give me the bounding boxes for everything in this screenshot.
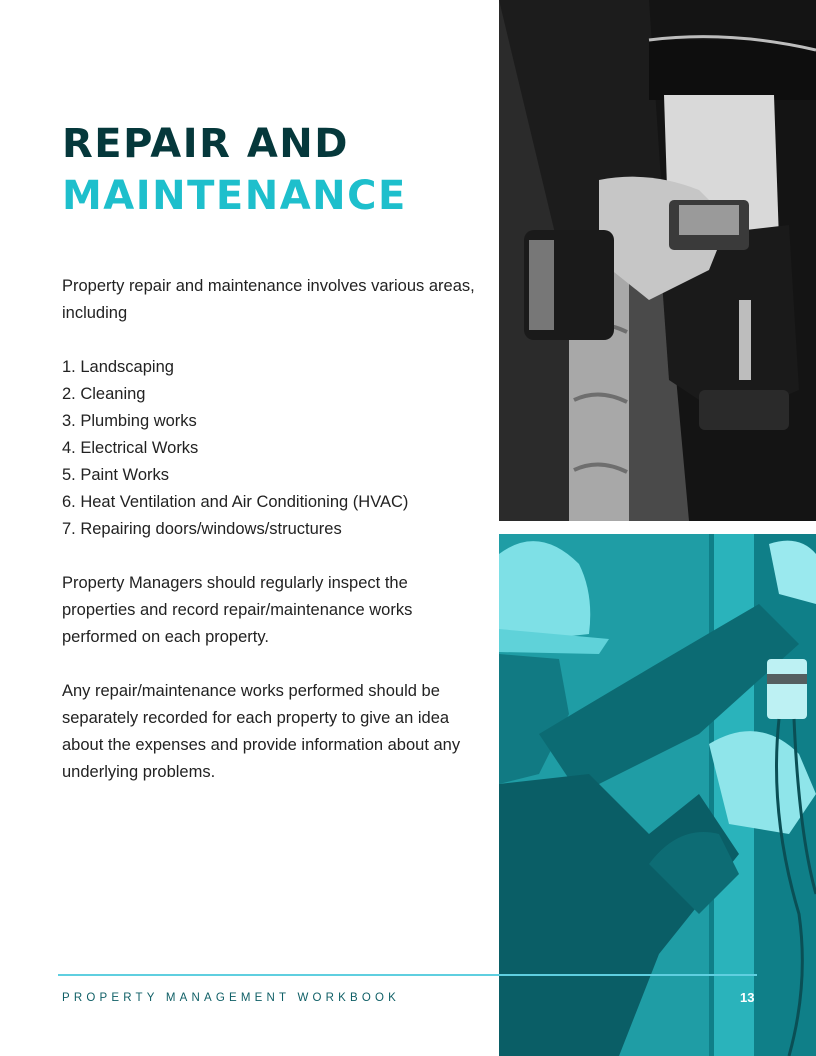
list-item: 2. Cleaning [62, 385, 146, 403]
list-item: 1. Landscaping [62, 358, 174, 376]
tool-belt-photo [499, 0, 816, 521]
list-item: 7. Repairing doors/windows/structures [62, 520, 342, 538]
footer-label: PROPERTY MANAGEMENT WORKBOOK [62, 992, 401, 1004]
list-item: 4. Electrical Works [62, 439, 199, 457]
maintenance-areas-list [62, 354, 482, 543]
body-text [62, 273, 482, 813]
electrician-photo [499, 534, 816, 1056]
page-number: 13 [740, 990, 755, 1005]
list-item: 3. Plumbing works [62, 412, 197, 430]
title-line-1: REPAIR AND [62, 121, 349, 167]
title-line-2: MAINTENANCE [62, 173, 407, 219]
list-item: 5. Paint Works [62, 466, 169, 484]
list-item: 6. Heat Ventilation and Air Conditioning (HVAC) [62, 493, 409, 511]
page-title [62, 118, 407, 222]
recording-paragraph: Any repair/maintenance works performed should be separately recorded for each property to give an idea about the expenses and provide information about any underlying problems. [62, 682, 461, 781]
footer-rule [58, 974, 757, 976]
intro-paragraph: Property repair and maintenance involves various areas, including [62, 277, 475, 322]
inspection-paragraph: Property Managers should regularly inspect the properties and record repair/maintenance works performed on each property. [62, 574, 413, 646]
